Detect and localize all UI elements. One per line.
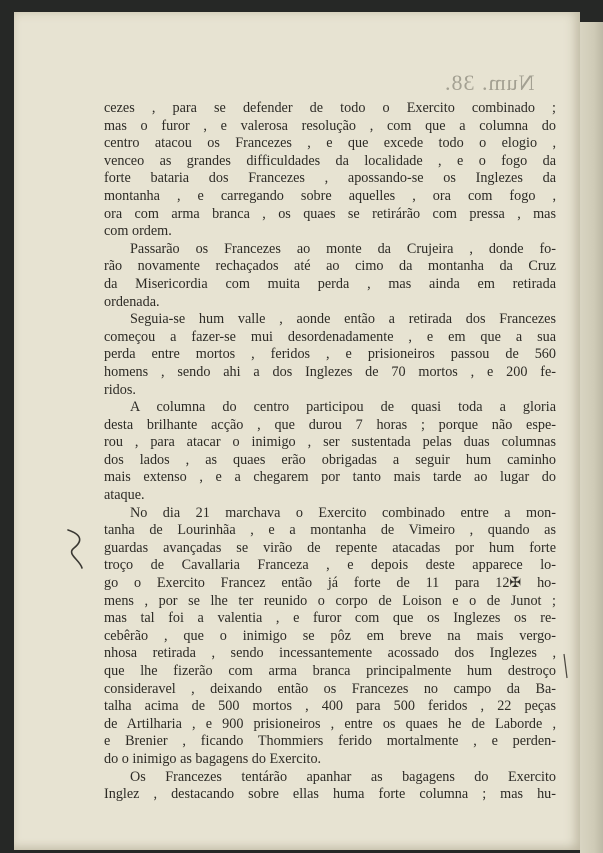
text-line: forte bataria dos Francezes , apossando-se os Inglezes da bbox=[104, 170, 556, 187]
text-line: go o Exercito Francez então já forte de 11 para 12✠ ho- bbox=[104, 575, 556, 592]
text-line: ordenada. bbox=[104, 293, 160, 310]
text-line: ridos. bbox=[104, 381, 136, 398]
text-line: da Misericordia com muita perda , mas ainda em retirada bbox=[104, 275, 556, 292]
text-line: ora com arma branca , os quaes se retirárão com pressa , mas bbox=[104, 205, 556, 222]
facing-page-edge bbox=[580, 22, 603, 853]
text-line: e Brenier , ficando Thommiers ferido mortalmente , e perden- bbox=[104, 733, 556, 750]
text-line: desta brilhante acção , que durou 7 horas ; porque não espe- bbox=[104, 416, 556, 433]
text-line: rou , para atacar o inimigo , ser sustentada pelas duas columnas bbox=[104, 434, 556, 451]
text-line: que lhe fizerão com arma branca principalmente hum destroço bbox=[104, 663, 556, 679]
text-line: Inglez , destacando sobre ellas huma forte columna ; mas hu- bbox=[104, 786, 556, 803]
text-line: ataque. bbox=[104, 487, 145, 504]
text-line: guardas avançadas se virão de repente atacadas por hum forte bbox=[104, 539, 556, 556]
text-line: Passarão os Francezes ao monte da Crujeira , donde fo- bbox=[130, 240, 556, 257]
text-line: troço de Cavallaria Franceza , e depois deste apparece lo- bbox=[104, 557, 556, 574]
text-line: tanha de Lourinhãa , e a montanha de Vimeiro , quando as bbox=[104, 522, 556, 539]
text-line: mais extenso , e a chegarem por tanto mais tarde ao lugar do bbox=[104, 469, 556, 486]
text-line: dos lados , as quaes erão obrigadas a seguir hum caminho bbox=[104, 451, 556, 468]
margin-pencil-stroke bbox=[562, 652, 570, 680]
text-line: nhosa retirada , sendo incessantemente acossado dos Inglezes , bbox=[104, 645, 556, 662]
text-line: mens , por se lhe ter reunido o corpo de Loison e o de Junot ; bbox=[104, 592, 556, 609]
text-line: mas tal foi a valentia , e furor com que os Inglezes os re- bbox=[104, 610, 556, 627]
document-page bbox=[14, 12, 580, 850]
text-line: de Artilharia , e 900 prisioneiros , entre os quaes he de Laborde , bbox=[104, 715, 556, 732]
text-line: talha acima de 500 mortos , 400 para 500 feridos , 22 peças bbox=[104, 698, 556, 715]
text-line: centro atacou os Francezes , e que excede todo o elogio , bbox=[104, 135, 556, 152]
text-line: Seguia-se hum valle , aonde então a retirada dos Francezes bbox=[130, 311, 556, 328]
text-line: começou a fazer-se mui desordenadamente , e em que a sua bbox=[104, 328, 556, 345]
text-line: No dia 21 marchava o Exercito combinado entre a mon- bbox=[130, 504, 556, 521]
text-line: homens , sendo ahi a dos Inglezes de 70 mortos , e 200 fe- bbox=[104, 363, 556, 380]
text-line: mas o furor , e valerosa resolução , com que a columna do bbox=[104, 117, 556, 134]
page-header-number: Num. 38. bbox=[443, 70, 534, 95]
text-line: rão novamente rechaçados até ao cimo da montanha da Cruz bbox=[104, 258, 556, 275]
text-line: Os Francezes tentárão apanhar as bagagens do Exercito bbox=[130, 768, 556, 785]
text-line: perda entre mortos , feridos , e prisioneiros passou de 560 bbox=[104, 346, 556, 363]
text-line: do o inimigo as bagagens do Exercito. bbox=[104, 750, 322, 767]
text-line: com ordem. bbox=[104, 223, 172, 240]
text-line: venceo as grandes difficuldades da localidade , e o fogo da bbox=[104, 152, 556, 169]
text-line: montanha , e carregando sobre aquelles , ora com fogo , bbox=[104, 187, 556, 204]
text-line: A columna do centro participou de quasi toda a gloria bbox=[130, 399, 556, 416]
text-line: cebêrão , que o inimigo se pôz em breve na mais vergo- bbox=[104, 627, 556, 644]
handwritten-margin-mark bbox=[62, 526, 92, 572]
body-text bbox=[104, 100, 556, 804]
text-line: consideravel , deixando então os Francezes no campo da Ba- bbox=[104, 680, 556, 697]
text-line: cezes , para se defender de todo o Exercito combinado ; bbox=[104, 100, 556, 116]
